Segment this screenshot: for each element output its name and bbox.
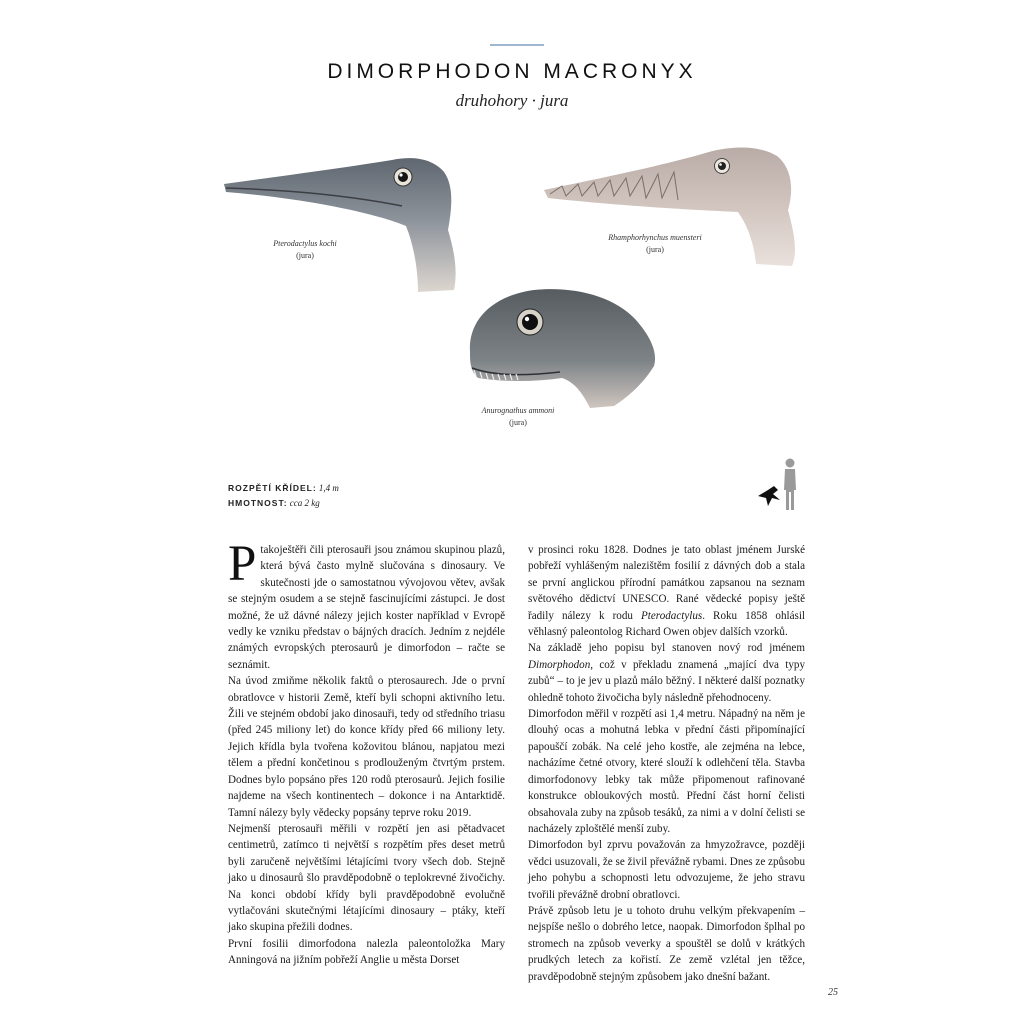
facts-box <box>228 481 339 511</box>
text-column-left <box>228 536 505 969</box>
human-pterosaur-scale-icon <box>756 456 802 512</box>
paragraph: Dimorfodon měřil v rozpětí asi 1,4 metru. Nápadný na něm je dlouhý ocas a mohutná lebka v přední části připomínající papouščí zobák. Na celé jeho kostře, ale zejména na lebce, nacházíme četné otvory, které slouží k odlehčení těla. Stavba dimorfodonovy lebky tak může připomenout rafinované konstrukce obloukových mostů. Přední část horní čelisti obsahovala zuby na způsob tesáků, za nimi a v dolní čelisti se nacházely zploštělé menší zuby. <box>528 708 805 835</box>
paragraph <box>228 536 505 673</box>
page-number: 25 <box>828 987 838 998</box>
paragraph-text: takoještěři čili pterosauři jsou známou skupinou plazů, která bývá často mylně slučována s dinosaury. Ve skutečnosti jde o samostatnou vývojovou větev, avšak se stejným osudem a se stejně fascinujícími zástupci. Je dost možné, že už dávné nálezy jejich koster například v Evropě vedly ke vzniku představ o bájných dracích. Jedním z nejdéle známých evropských pterosaurů je dimorfodon – račte se seznámit. <box>228 544 505 671</box>
rhamphorhynchus-species: Rhamphorhynchus muensteri <box>608 233 702 242</box>
weight-label: HMOTNOST: <box>228 498 288 508</box>
wingspan-row <box>228 481 339 496</box>
pterodactylus-caption <box>250 238 360 262</box>
weight-value: cca 2 kg <box>289 498 320 508</box>
pterodactylus-species: Pterodactylus kochi <box>273 239 337 248</box>
page-title: DIMORPHODON MACRONYX <box>327 60 697 83</box>
anurognathus-caption <box>458 405 578 429</box>
wingspan-label: ROZPĚTÍ KŘÍDEL: <box>228 483 317 493</box>
drop-cap: P <box>228 536 257 592</box>
paragraph-text: Na základě jeho popisu byl stanoven nový rod jménem <box>528 642 805 655</box>
text-column-right <box>528 542 805 985</box>
weight-row <box>228 496 339 511</box>
genus-name: Dimorphodon <box>528 658 591 671</box>
wingspan-value: 1,4 m <box>318 483 339 493</box>
paragraph-text: . Roku 1858 ohlásil věhlasný paleontolog Richard Owen objev dalších vzorků. <box>528 609 806 639</box>
anurognathus-head-icon <box>464 282 664 414</box>
rhamphorhynchus-period: (jura) <box>646 245 664 254</box>
pterodactylus-head-icon <box>222 150 462 295</box>
pterodactylus-period: (jura) <box>296 251 314 260</box>
paragraph-text: v prosinci roku 1828. Dodnes je tato oblast jménem Jurské pobřeží vyhlášeným nalezištěm fosilií z dávných dob a stala se první anglickou přírodní památkou zapsanou na seznam světového dědictví UNESCO. Rané vědecké popisy ještě řadily nálezy k rodu <box>528 544 805 622</box>
paragraph: Nejmenší pterosauři měřili v rozpětí jen asi pětadvacet centimetrů, zatímco ti největší s rozpětím přes deset metrů byli zaručeně největšími létajícími tvory všech dob. Stejně jako u dinosaurů šlo pravděpodobně o teplokrevné živočichy. Na konci období křídy byli pravděpodobně evolučně vytlačováni skutečnými létajícími dinosaury – ptáky, kteří jako skupina přežili dodnes. <box>228 822 505 934</box>
paragraph <box>528 640 805 706</box>
paragraph <box>528 542 805 640</box>
paragraph: První fosilii dimorfodona nalezla paleontoložka Mary Anningová na jižním pobřeží Anglie u města Dorset <box>228 937 505 967</box>
paragraph-text: , což v překladu znamená „mající dva typy zubů“ – to je jev u plazů málo běžný. I některé další poznatky ohledně tohoto živočicha byly následně přehodnoceny. <box>528 658 805 704</box>
genus-name: Pterodactylus <box>641 609 703 622</box>
paragraph: Na úvod zmiňme několik faktů o pterosaurech. Jde o první obratlovce v historii Země, kteří byli schopni aktivního letu. Žili ve stejném období jako dinosauři, tedy od středního triasu (před 245 miliony let) do konce křídy před 66 miliony lety. Jejich křídla byla tvořena kožovitou blánou, napjatou mezi tělem a přední končetinou s prodlouženým čtvrtým prstem. Dodnes bylo popsáno přes 120 rodů pterosaurů. Jejich fosilie najdeme na všech kontinentech – dokonce i na Antarktidě. Tamní nálezy byly vědecky popsány teprve roku 2019. <box>228 675 505 819</box>
paragraph: Dimorfodon byl zprvu považován za hmyzožravce, později vědci usuzovali, že se živil převážně rybami. Dnes ze způsobu jeho pohybu a schopnosti letu odvozujeme, že jeho stravu tvořili převážně drobní obratlovci. <box>528 839 805 901</box>
paragraph: Právě způsob letu je u tohoto druhu velkým překvapením – nejspíše nešlo o dobrého letce, naopak. Dimorfodon šplhal po stromech na způsob veverky a spouštěl se dolů v krátkých prudkých letech za kořistí. Ze země vzlétal jen těžce, pravděpodobně stejným způsobem jako dnešní bažant. <box>528 904 805 983</box>
anurognathus-period: (jura) <box>509 418 527 427</box>
anurognathus-species: Anurognathus ammoni <box>481 406 555 415</box>
page-subtitle: druhohory · jura <box>455 91 569 110</box>
header-rule <box>490 44 544 46</box>
rhamphorhynchus-caption <box>590 232 720 256</box>
